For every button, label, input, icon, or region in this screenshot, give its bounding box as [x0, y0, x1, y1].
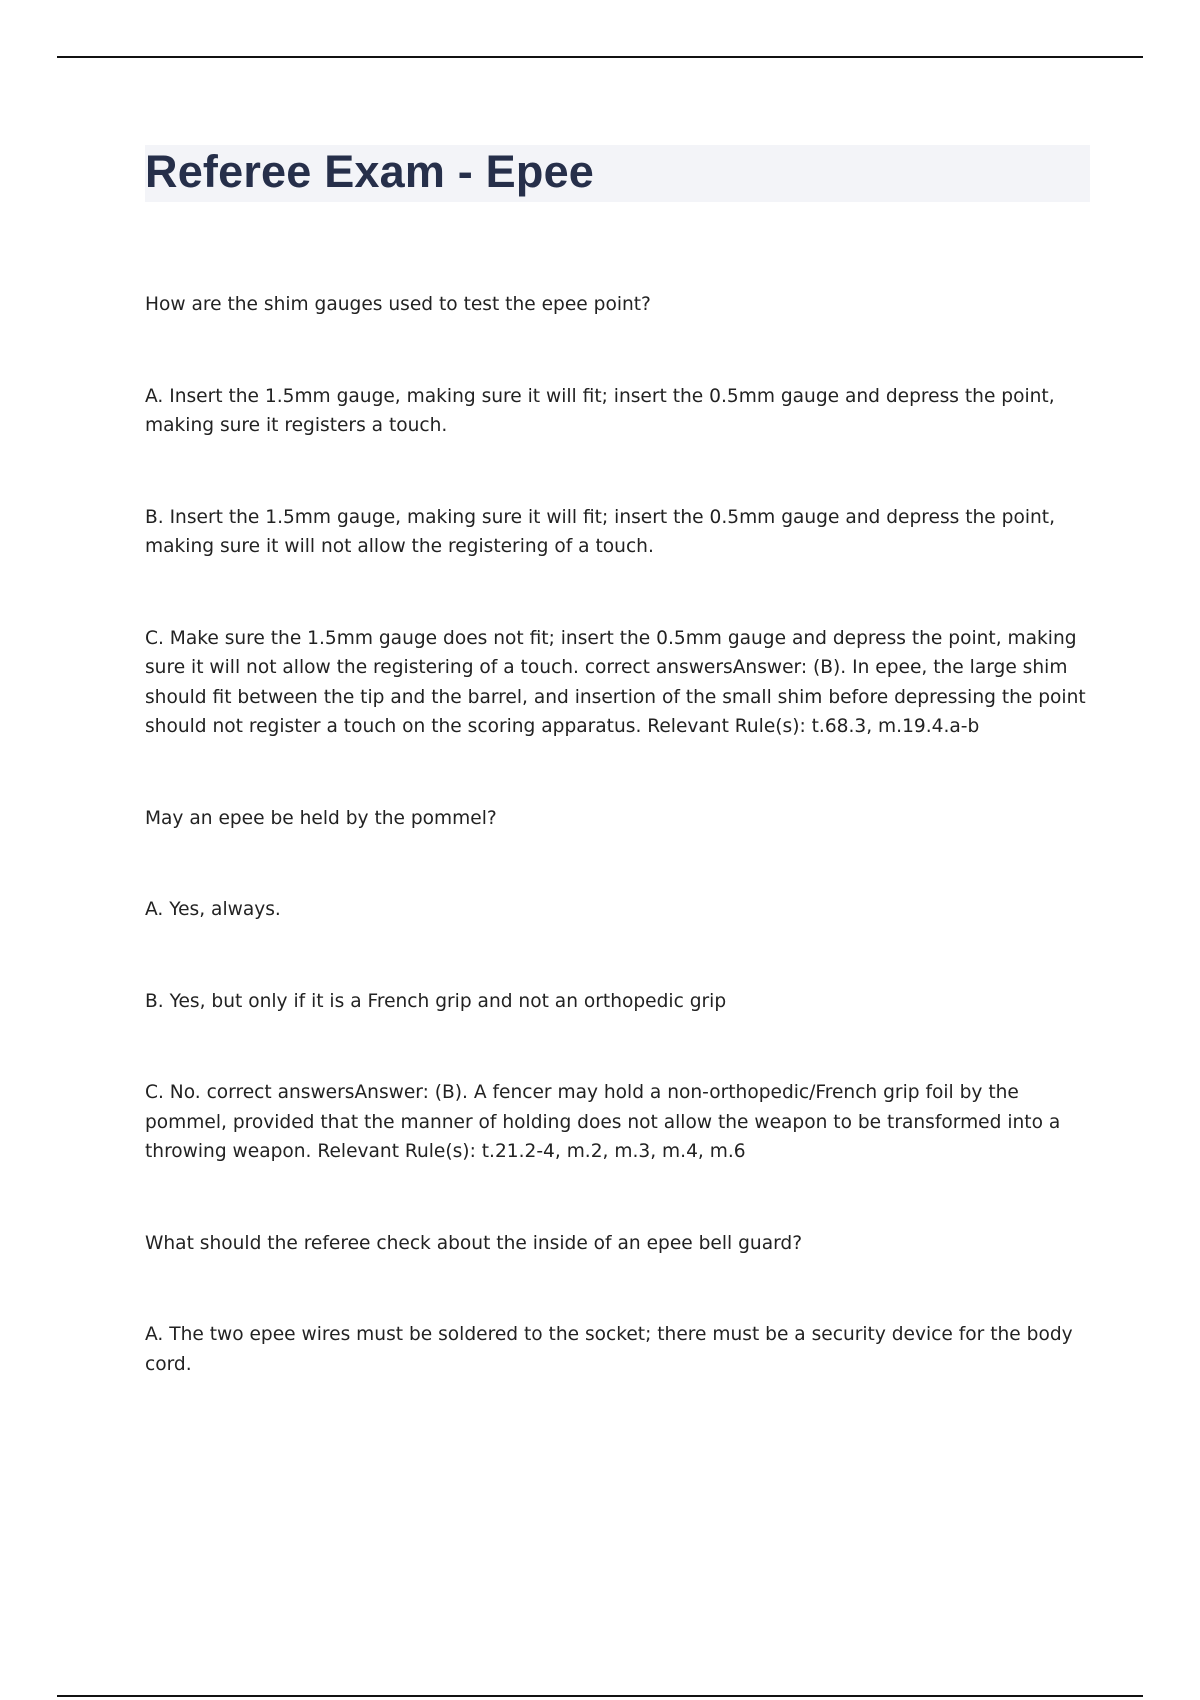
question-1-option-a: A. Insert the 1.5mm gauge, making sure it will fit; insert the 0.5mm gauge and depress the point, making sure it registers a touch. [145, 385, 1055, 436]
question-1-option-c-answer: C. Make sure the 1.5mm gauge does not fit; insert the 0.5mm gauge and depress the point, making sure it will not allow the registering of a touch. correct answersAnswer: (B). In epee, the large shim should fit between the tip and the barrel, and insertion of the small shim before depressing the point should not register a touch on the scoring apparatus. Relevant Rule(s): t.68.3, m.19.4.a-b [145, 627, 1086, 737]
question-3-option-a: A. The two epee wires must be soldered to the socket; there must be a security device for the body cord. [145, 1324, 1073, 1375]
question-3: What should the referee check about the inside of an epee bell guard? [145, 1232, 803, 1254]
question-1: How are the shim gauges used to test the epee point? [145, 294, 651, 315]
top-rule [57, 56, 1143, 58]
document-body [145, 290, 1090, 1441]
question-2-option-a: A. Yes, always. [145, 899, 281, 920]
question-2: May an epee be held by the pommel? [145, 807, 497, 829]
question-2-option-b: B. Yes, but only if it is a French grip and not an orthopedic grip [145, 990, 727, 1012]
bottom-rule [57, 1695, 1143, 1697]
question-1-option-b: B. Insert the 1.5mm gauge, making sure it will fit; insert the 0.5mm gauge and depress the point, making sure it will not allow the registering of a touch. [145, 506, 1055, 557]
page-title: Referee Exam - Epee [145, 146, 595, 197]
question-2-option-c-answer: C. No. correct answersAnswer: (B). A fencer may hold a non-orthopedic/French grip foil by the pommel, provided that the manner of holding does not allow the weapon to be transformed into a throwing weapon. Relevant Rule(s): t.21.2-4, m.2, m.3, m.4, m.6 [145, 1082, 1061, 1162]
